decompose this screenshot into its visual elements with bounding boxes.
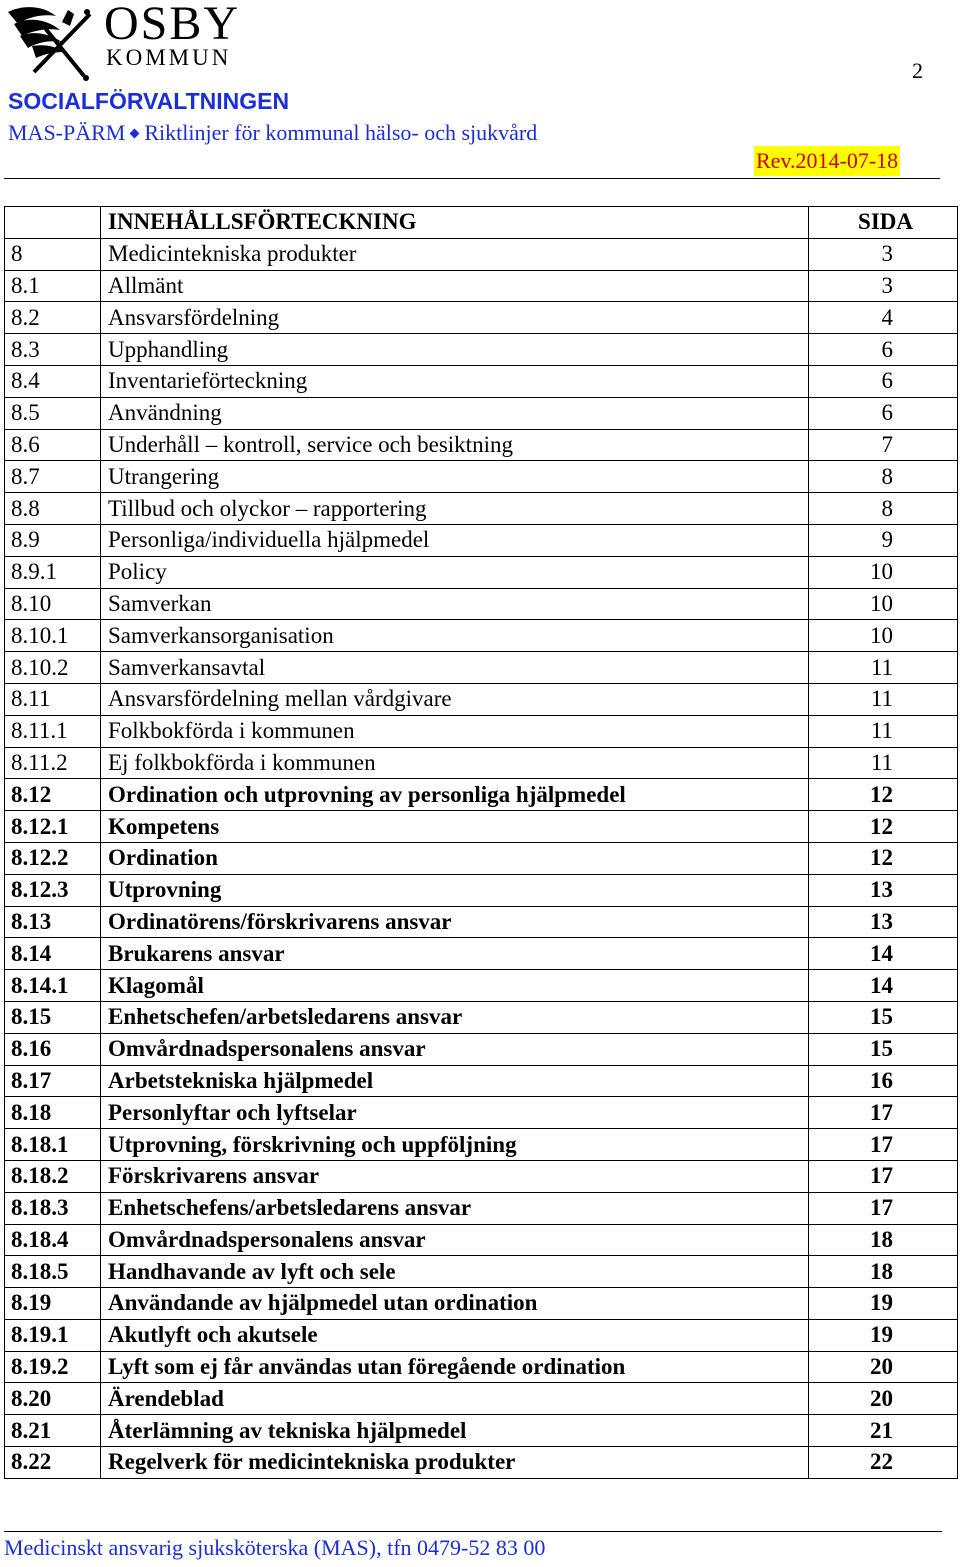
- toc-section-number: 8.18.4: [5, 1224, 101, 1256]
- toc-section-page: 12: [809, 779, 958, 811]
- toc-row: [5, 302, 958, 334]
- toc-row: [5, 1288, 958, 1320]
- toc-section-title: Ordination: [101, 842, 809, 874]
- toc-row: [5, 906, 958, 938]
- toc-row: [5, 1224, 958, 1256]
- toc-section-title: Samverkan: [101, 588, 809, 620]
- toc-section-number: 8.10.2: [5, 652, 101, 684]
- toc-section-page: 20: [809, 1383, 958, 1415]
- toc-section-page: 17: [809, 1097, 958, 1129]
- footer-contact: Medicinskt ansvarig sjuksköterska (MAS), tfn 0479-52 83 00: [4, 1535, 546, 1560]
- toc-row: [5, 1065, 958, 1097]
- toc-section-number: 8.18: [5, 1097, 101, 1129]
- toc-row: [5, 683, 958, 715]
- toc-section-number: 8.12.1: [5, 811, 101, 843]
- toc-section-title: Policy: [101, 556, 809, 588]
- toc-row: [5, 970, 958, 1002]
- toc-section-title: Upphandling: [101, 334, 809, 366]
- toc-section-number: 8.13: [5, 906, 101, 938]
- toc-section-number: 8.3: [5, 334, 101, 366]
- toc-section-number: 8.5: [5, 397, 101, 429]
- toc-section-number: 8.19: [5, 1288, 101, 1320]
- footer-divider: [4, 1531, 942, 1532]
- toc-section-title: Ej folkbokförda i kommunen: [101, 747, 809, 779]
- toc-section-page: 3: [809, 270, 958, 302]
- toc-section-number: 8.21: [5, 1415, 101, 1447]
- toc-section-title: Omvårdnadspersonalens ansvar: [101, 1224, 809, 1256]
- subtitle-left: MAS-PÄRM: [8, 120, 126, 145]
- toc-page-heading: SIDA: [809, 207, 958, 239]
- toc-row: [5, 1447, 958, 1479]
- toc-section-page: 21: [809, 1415, 958, 1447]
- toc-section-number: 8.12.3: [5, 874, 101, 906]
- toc-row: [5, 365, 958, 397]
- toc-row: [5, 588, 958, 620]
- toc-row: [5, 1160, 958, 1192]
- toc-section-page: 12: [809, 811, 958, 843]
- toc-section-page: 4: [809, 302, 958, 334]
- toc-section-title: Förskrivarens ansvar: [101, 1160, 809, 1192]
- toc-section-title: Användande av hjälpmedel utan ordination: [101, 1288, 809, 1320]
- toc-section-number: 8.7: [5, 461, 101, 493]
- toc-row: [5, 1351, 958, 1383]
- toc-section-page: 7: [809, 429, 958, 461]
- toc-row: [5, 270, 958, 302]
- toc-section-title: Enhetschefens/arbetsledarens ansvar: [101, 1192, 809, 1224]
- toc-section-title: Folkbokförda i kommunen: [101, 715, 809, 747]
- brand-name: OSBY: [104, 0, 241, 50]
- toc-section-number: 8.19.2: [5, 1351, 101, 1383]
- department-title: SOCIALFÖRVALTNINGEN: [8, 88, 290, 114]
- toc-section-page: 11: [809, 652, 958, 684]
- toc-row: [5, 461, 958, 493]
- diamond-bullet-icon: [130, 129, 140, 139]
- toc-section-title: Enhetschefen/arbetsledarens ansvar: [101, 1001, 809, 1033]
- toc-row: [5, 493, 958, 525]
- toc-section-number: 8.4: [5, 365, 101, 397]
- toc-section-title: Utprovning, förskrivning och uppföljning: [101, 1129, 809, 1161]
- toc-section-page: 18: [809, 1224, 958, 1256]
- toc-section-page: 15: [809, 1033, 958, 1065]
- toc-section-page: 6: [809, 334, 958, 366]
- toc-section-page: 8: [809, 461, 958, 493]
- toc-section-number: 8.10: [5, 588, 101, 620]
- document-subtitle: [8, 120, 537, 146]
- toc-section-number: 8.18.2: [5, 1160, 101, 1192]
- toc-section-title: Användning: [101, 397, 809, 429]
- toc-row: [5, 1129, 958, 1161]
- toc-section-page: 6: [809, 397, 958, 429]
- toc-section-page: 12: [809, 842, 958, 874]
- toc-section-page: 13: [809, 906, 958, 938]
- toc-section-title: Ordination och utprovning av personliga hjälpmedel: [101, 779, 809, 811]
- toc-section-title: Kompetens: [101, 811, 809, 843]
- toc-section-title: Arbetstekniska hjälpmedel: [101, 1065, 809, 1097]
- toc-section-title: Allmänt: [101, 270, 809, 302]
- toc-section-page: 9: [809, 524, 958, 556]
- toc-section-title: Utprovning: [101, 874, 809, 906]
- toc-row: [5, 1256, 958, 1288]
- toc-section-title: Regelverk för medicintekniska produkter: [101, 1447, 809, 1479]
- toc-section-number: 8.18.5: [5, 1256, 101, 1288]
- toc-section-number: 8.14: [5, 938, 101, 970]
- toc-section-title: Utrangering: [101, 461, 809, 493]
- toc-section-number: 8.22: [5, 1447, 101, 1479]
- toc-section-title: Återlämning av tekniska hjälpmedel: [101, 1415, 809, 1447]
- toc-section-title: Ärendeblad: [101, 1383, 809, 1415]
- toc-section-number: 8.18.1: [5, 1129, 101, 1161]
- toc-section-title: Samverkansavtal: [101, 652, 809, 684]
- toc-section-title: Klagomål: [101, 970, 809, 1002]
- toc-section-number: 8: [5, 238, 101, 270]
- toc-section-page: 6: [809, 365, 958, 397]
- toc-row: [5, 620, 958, 652]
- toc-section-title: Ordinatörens/förskrivarens ansvar: [101, 906, 809, 938]
- toc-section-number: 8.9: [5, 524, 101, 556]
- toc-section-title: Handhavande av lyft och sele: [101, 1256, 809, 1288]
- toc-section-number: 8.15: [5, 1001, 101, 1033]
- toc-row: [5, 397, 958, 429]
- toc-section-page: 19: [809, 1319, 958, 1351]
- table-of-contents: [4, 206, 958, 1479]
- header-divider: [4, 178, 940, 179]
- toc-section-page: 14: [809, 938, 958, 970]
- toc-section-title: Brukarens ansvar: [101, 938, 809, 970]
- toc-section-number: 8.16: [5, 1033, 101, 1065]
- toc-section-number: 8.14.1: [5, 970, 101, 1002]
- toc-section-title: Ansvarsfördelning: [101, 302, 809, 334]
- page-number: 2: [912, 58, 923, 83]
- toc-section-title: Ansvarsfördelning mellan vårdgivare: [101, 683, 809, 715]
- toc-section-number: 8.17: [5, 1065, 101, 1097]
- toc-row: [5, 874, 958, 906]
- toc-header-row: [5, 207, 958, 239]
- toc-row: [5, 1192, 958, 1224]
- toc-section-title: Personliga/individuella hjälpmedel: [101, 524, 809, 556]
- toc-section-page: 8: [809, 493, 958, 525]
- toc-row: [5, 747, 958, 779]
- toc-row: [5, 652, 958, 684]
- toc-section-page: 17: [809, 1160, 958, 1192]
- toc-section-title: Tillbud och olyckor – rapportering: [101, 493, 809, 525]
- toc-row: [5, 1383, 958, 1415]
- toc-row: [5, 1033, 958, 1065]
- toc-row: [5, 842, 958, 874]
- toc-section-number: 8.11: [5, 683, 101, 715]
- toc-row: [5, 556, 958, 588]
- toc-section-title: Lyft som ej får användas utan föregående ordination: [101, 1351, 809, 1383]
- toc-section-page: 15: [809, 1001, 958, 1033]
- toc-section-page: 3: [809, 238, 958, 270]
- toc-row: [5, 524, 958, 556]
- toc-section-title: Medicintekniska produkter: [101, 238, 809, 270]
- toc-row: [5, 1001, 958, 1033]
- toc-section-number: 8.12.2: [5, 842, 101, 874]
- toc-header-num: [5, 207, 101, 239]
- toc-row: [5, 1319, 958, 1351]
- toc-section-number: 8.1: [5, 270, 101, 302]
- toc-section-page: 16: [809, 1065, 958, 1097]
- toc-section-number: 8.2: [5, 302, 101, 334]
- toc-row: [5, 1097, 958, 1129]
- toc-section-page: 19: [809, 1288, 958, 1320]
- toc-section-title: Samverkansorganisation: [101, 620, 809, 652]
- toc-heading: INNEHÅLLSFÖRTECKNING: [101, 207, 809, 239]
- toc-section-title: Omvårdnadspersonalens ansvar: [101, 1033, 809, 1065]
- toc-section-page: 14: [809, 970, 958, 1002]
- toc-section-title: Inventarieförteckning: [101, 365, 809, 397]
- toc-section-number: 8.20: [5, 1383, 101, 1415]
- toc-section-page: 13: [809, 874, 958, 906]
- toc-row: [5, 334, 958, 366]
- toc-row: [5, 715, 958, 747]
- toc-section-page: 18: [809, 1256, 958, 1288]
- toc-section-page: 20: [809, 1351, 958, 1383]
- toc-row: [5, 1415, 958, 1447]
- toc-section-page: 10: [809, 620, 958, 652]
- toc-section-page: 11: [809, 747, 958, 779]
- subtitle-right: Riktlinjer för kommunal hälso- och sjukvård: [144, 120, 538, 145]
- toc-section-page: 17: [809, 1129, 958, 1161]
- toc-section-page: 10: [809, 588, 958, 620]
- toc-row: [5, 779, 958, 811]
- toc-row: [5, 811, 958, 843]
- toc-row: [5, 429, 958, 461]
- revision-date: Rev.2014-07-18: [754, 146, 900, 176]
- toc-section-page: 11: [809, 715, 958, 747]
- toc-section-title: Personlyftar och lyftselar: [101, 1097, 809, 1129]
- brand-subtitle: KOMMUN: [106, 45, 232, 70]
- toc-row: [5, 238, 958, 270]
- osby-logo-icon: [4, 2, 96, 82]
- toc-section-number: 8.8: [5, 493, 101, 525]
- toc-section-page: 17: [809, 1192, 958, 1224]
- toc-section-title: Akutlyft och akutsele: [101, 1319, 809, 1351]
- brand: [104, 0, 240, 68]
- toc-row: [5, 938, 958, 970]
- toc-section-number: 8.6: [5, 429, 101, 461]
- toc-section-page: 10: [809, 556, 958, 588]
- toc-section-title: Underhåll – kontroll, service och besiktning: [101, 429, 809, 461]
- toc-section-page: 22: [809, 1447, 958, 1479]
- toc-section-number: 8.10.1: [5, 620, 101, 652]
- toc-section-number: 8.18.3: [5, 1192, 101, 1224]
- toc-section-number: 8.11.1: [5, 715, 101, 747]
- toc-section-number: 8.11.2: [5, 747, 101, 779]
- toc-section-number: 8.19.1: [5, 1319, 101, 1351]
- toc-section-number: 8.9.1: [5, 556, 101, 588]
- toc-section-number: 8.12: [5, 779, 101, 811]
- toc-section-page: 11: [809, 683, 958, 715]
